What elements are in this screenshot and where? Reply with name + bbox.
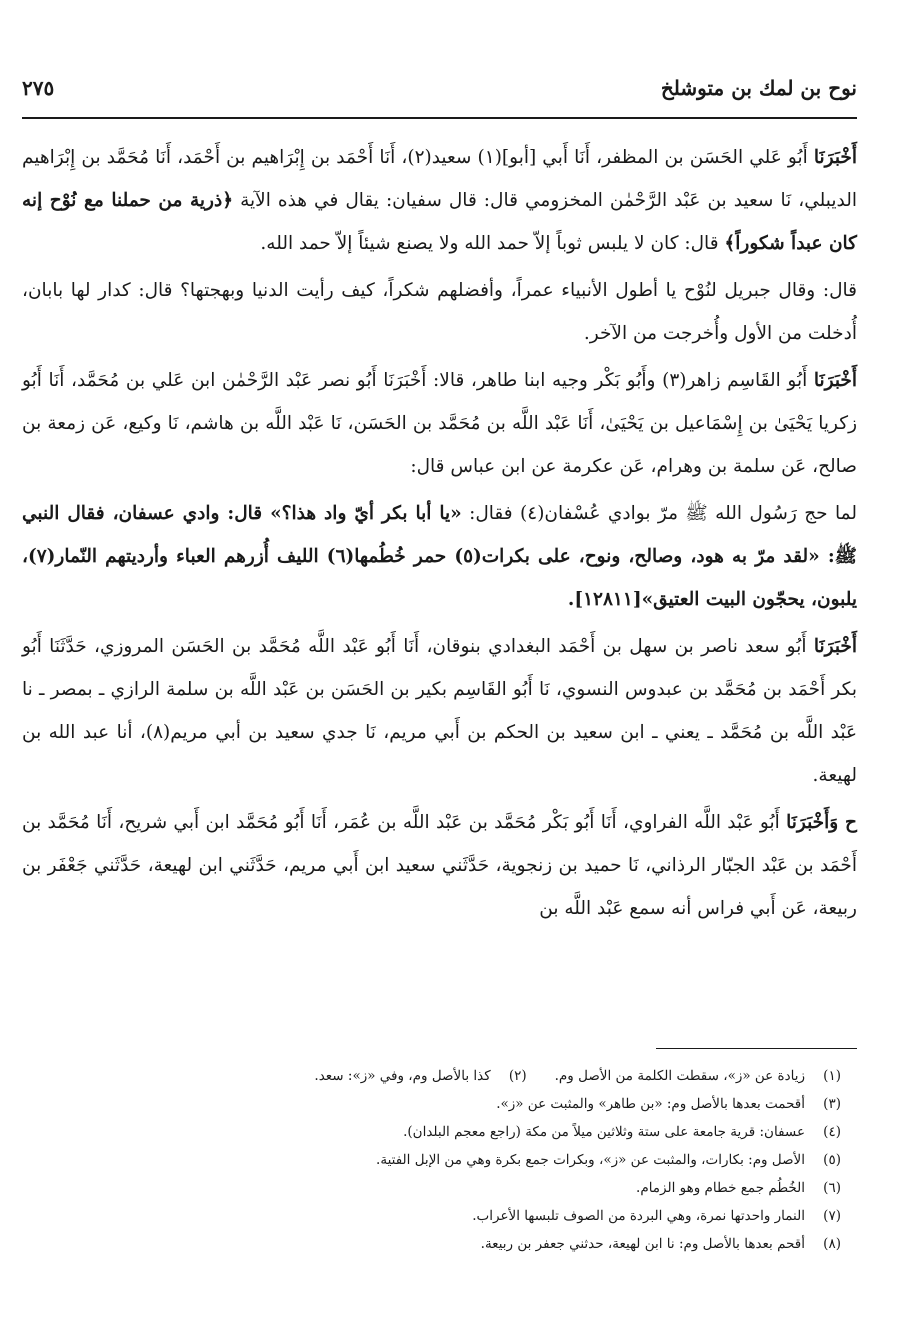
footnote-divider [656,1048,857,1049]
paragraph-text: أَبُو عَلي الحَسَن بن المظفر، أَنَا أَبي [أبو](١) سعيد(٢)، أَنَا أَحْمَد بن إِبْرَاهيم بن أَحْمَد، أَنَا مُحَمَّد بن إِبْرَاهيم الديبلي، نَا سعيد بن عَبْد الرَّحْمٰن المخزومي قال: قال سفيان: يقال في هذه الآية [22,147,857,211]
footnotes [22,1062,857,1258]
footnote-number: (٧) [823,1208,841,1224]
footnote-text: أقحم بعدها بالأصل وم: نا ابن لهيعة، حدثني جعفر بن ربيعة. [480,1236,805,1252]
footnote-row [22,1090,857,1118]
footnote-text: النمار واحدتها نمرة، وهي البردة من الصوف تلبسها الأعراب. [472,1208,805,1224]
paragraph-text: أَبُو عَبْد اللَّه الفراوي، أَنَا أَبُو بَكْر مُحَمَّد بن عَبْد اللَّه بن عُمَر، أَنَا أَبُو مُحَمَّد ابن أَبي شريح، أَنَا مُحَمَّد بن أَحْمَد بن عَبْد الجبّار الرذاني، نَا حميد بن زنجوية، حَدَّثَني سعيد ابن أَبي مريم، حَدَّثَني ابن لهيعة، حَدَّثَني جَعْفَر بن ربيعة، عَن أَبي فراس أنه سمع عَبْد اللَّه بن [22,812,857,919]
paragraph-text: أَبُو القَاسِم زاهر(٣) وأَبُو بَكْر وجيه ابنا طاهر، قالا: أَخْبَرَنَا أَبُو نصر عَبْد الرَّحْمٰن ابن عَلي بن مُحَمَّد، أَنَا أَبُو زكريا يَحْيَىٰ بن إِسْمَاعيل بن يَحْيَىٰ، أَنَا عَبْد اللَّه بن مُحَمَّد بن الحَسَن، نَا عَبْد اللَّه بن هاشم، نَا وكيع، عَن زمعة بن صالح، عَن سلمة بن وهرام، عَن عكرمة عن ابن عباس قال: [22,370,857,477]
hadith-quote: «يا أبا بكر أيّ واد هذا؟» [270,503,462,524]
footnote-row [22,1118,857,1146]
footnote-number: (٢) [508,1068,527,1084]
paragraph-lead: ح وَأَخْبَرَنَا [786,812,857,833]
footnote-number: (٤) [823,1124,841,1140]
paragraph-lead: أَخْبَرَنَا [813,636,857,657]
paragraph-text: أَبُو سعد ناصر بن سهل بن أَحْمَد البغدادي بنوقان، أَنَا أَبُو عَبْد اللَّه مُحَمَّد بن الحَسَن المروزي، حَدَّثَنَا أَبُو بكر أَحْمَد بن مُحَمَّد بن عبدوس النسوي، نَا أَبُو القَاسِم بكير بن الحَسَن بن عَبْد اللَّه بن سلمة الرازي ـ بمصر ـ نا عَبْد اللَّه بن مُحَمَّد ـ يعني ـ ابن سعيد بن الحكم بن أَبي مريم، نَا جدي سعيد بن أبي مريم(٨)، أنا عبد الله بن لهيعة. [22,636,857,786]
footnote-text: كذا بالأصل وم، وفي «ز»: سعد. [314,1068,491,1084]
footnote-row [22,1146,857,1174]
footnote-number: (٣) [823,1096,841,1112]
quranic-quote: ﴿ذرية من حملنا مع نُوْح إنه كان عبداً شكوراً﴾ [22,190,857,254]
paragraph-lead: أَخْبَرَنَا [813,147,857,168]
footnote-row [22,1174,857,1202]
paragraph-text: قال: وقال جبريل لنُوْح يا أطول الأنبياء عمراً، وأفضلهم شكراً، كيف رأيت الدنيا وبهجتها؟ قال: كدار لها بابان، أُدخلت من الأول وأُخرجت من الآخر. [22,280,857,344]
footnote-text: أقحمت بعدها بالأصل وم: «بن طاهر» والمثبت عن «ز». [496,1096,805,1112]
footnote-row [22,1202,857,1230]
footnote-row [22,1062,857,1090]
footnote-number: (٦) [823,1180,841,1196]
running-title: نوح بن لمك بن متوشلخ [660,76,857,100]
paragraph [22,492,857,621]
page-header [22,70,857,110]
footnote-text: زيادة عن «ز»، سقطت الكلمة من الأصل وم. [554,1068,805,1084]
paragraph [22,801,857,930]
footnote-number: (١) [823,1068,841,1084]
paragraph-tail: قال: كان لا يلبس ثوباً إلاّ حمد الله ولا يصنع شيئاً إلاّ حمد الله. [260,233,725,254]
main-text [22,136,857,934]
paragraph-tail: قال: وادي عسفان، فقال النبي ﷺ: «لقد مرّ به هود، وصالح، ونوح، على بكرات(٥) حمر خُطُمها(٦) الليف أُزرهم العباء وأرديتهم النّمار(٧)، يلبون، يحجّون البيت العتيق»[١٢٨١١]. [22,503,857,610]
footnote-row [22,1230,857,1258]
footnote-number: (٥) [823,1152,841,1168]
paragraph [22,269,857,355]
footnote-text: الأصل وم: بكارات، والمثبت عن «ز»، وبكرات جمع بكرة وهي من الإبل الفتية. [376,1152,805,1168]
header-divider [22,117,857,119]
paragraph [22,359,857,488]
page-number: ٢٧٥ [22,76,55,100]
paragraph [22,625,857,797]
footnote-number: (٨) [823,1236,841,1252]
paragraph [22,136,857,265]
paragraph-text: لما حج رَسُول الله ﷺ مرّ بوادي عُسْفان(٤) فقال: [461,503,857,524]
paragraph-lead: أَخْبَرَنَا [813,370,858,391]
footnote-text: الخُطُم جمع خطام وهو الزمام. [636,1180,805,1196]
footnote-text: عسفان: قرية جامعة على ستة وثلاثين ميلاً من مكة (راجع معجم البلدان). [403,1124,805,1140]
